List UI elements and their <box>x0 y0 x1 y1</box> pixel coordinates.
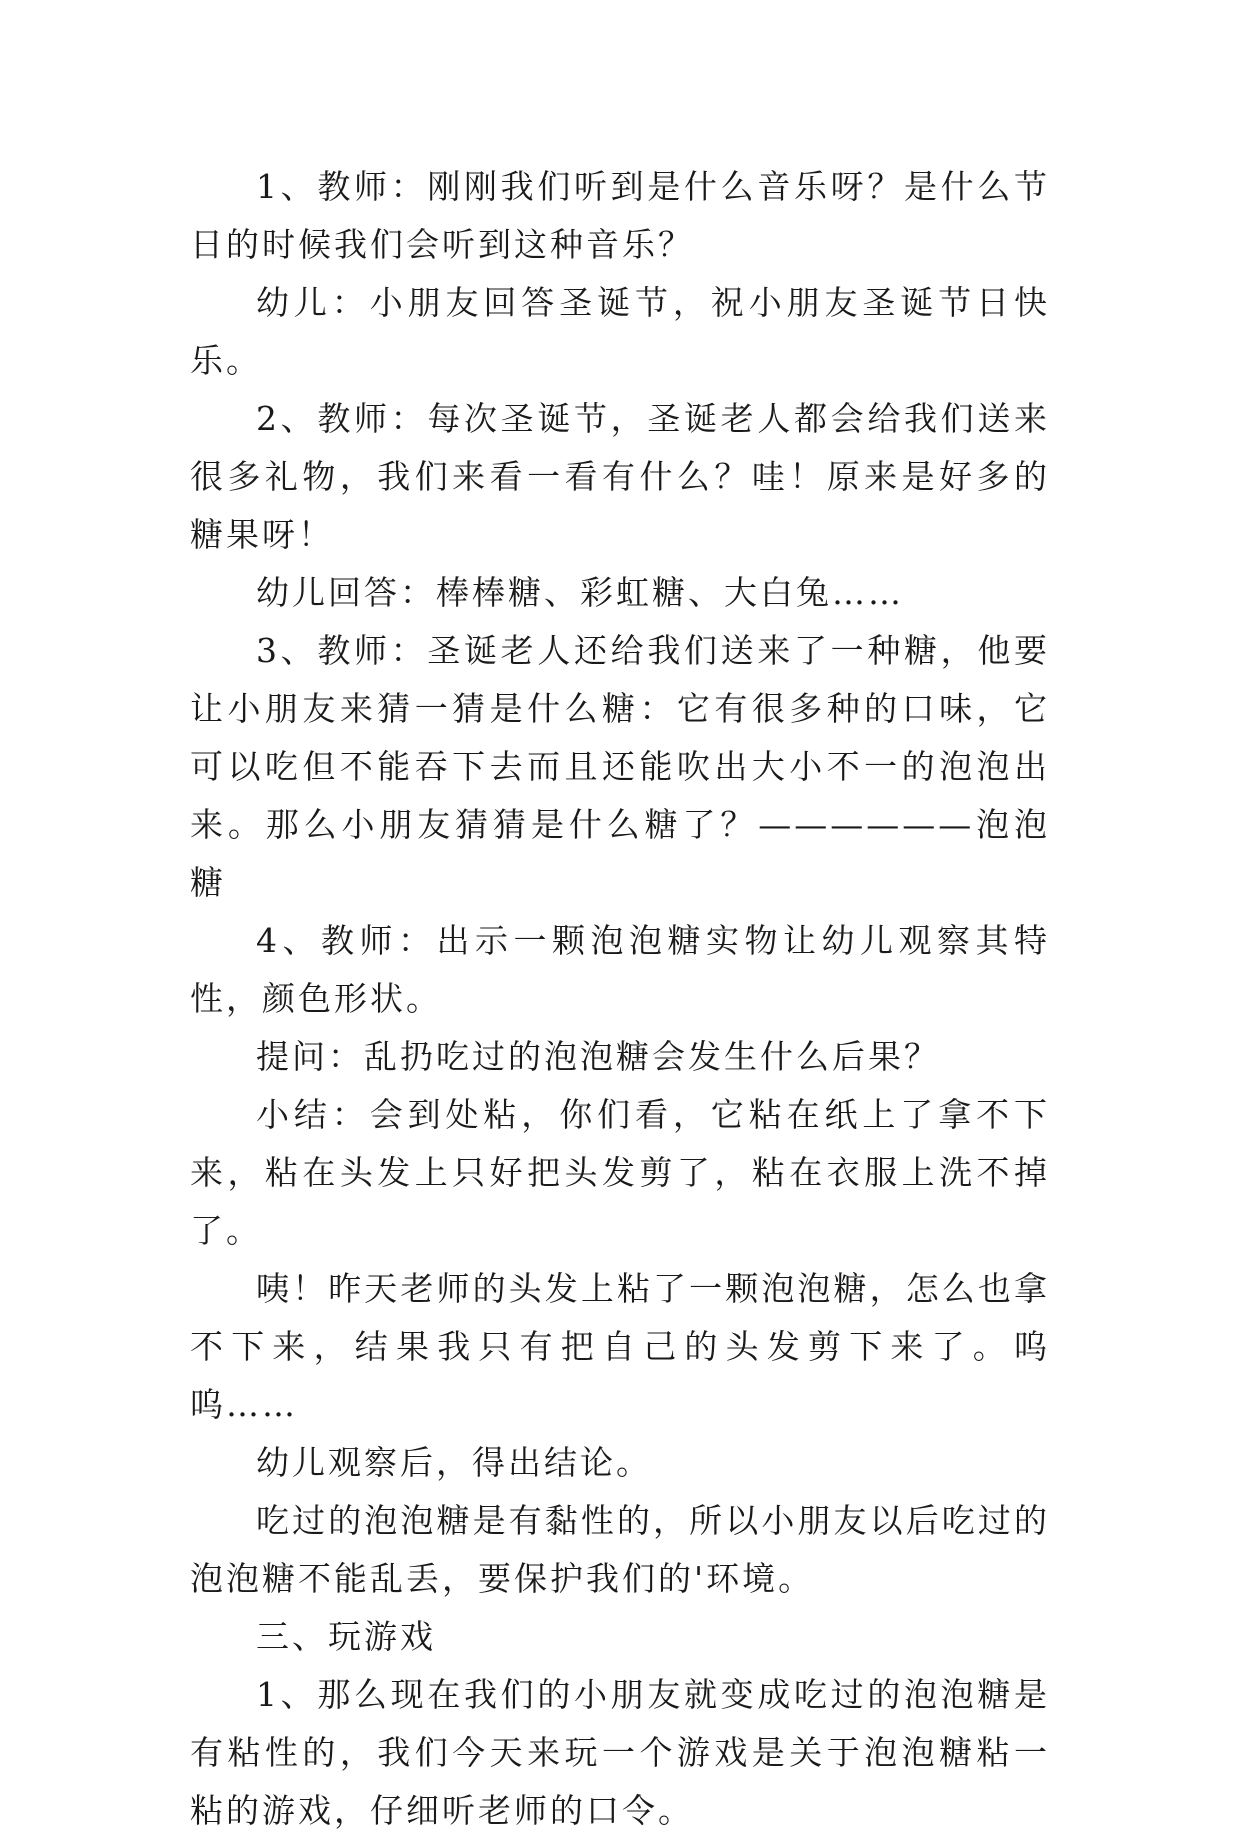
paragraph-child-answer-2: 幼儿回答：棒棒糖、彩虹糖、大白兔…… <box>256 573 904 612</box>
paragraph-conclusion: 吃过的泡泡糖是有黏性的，所以小朋友以后吃过的泡泡糖不能乱丢，要保护我们的'环境。 <box>190 1501 1050 1598</box>
paragraph-anecdote: 咦！昨天老师的头发上粘了一颗泡泡糖，怎么也拿不下来，结果我只有把自己的头发剪下来了。呜呜…… <box>190 1269 1050 1424</box>
document-body <box>190 158 1050 1840</box>
paragraph-child-answer-1: 幼儿：小朋友回答圣诞节，祝小朋友圣诞节日快乐。 <box>190 283 1050 380</box>
paragraph-observation: 幼儿观察后，得出结论。 <box>256 1443 652 1482</box>
paragraph-teacher-question-1: 1、教师：刚刚我们听到是什么音乐呀？是什么节日的时候我们会听到这种音乐？ <box>190 167 1050 264</box>
paragraph-question: 提问：乱扔吃过的泡泡糖会发生什么后果？ <box>256 1037 940 1076</box>
section-heading-game: 三、玩游戏 <box>256 1617 436 1656</box>
paragraph-teacher-step-4: 4、教师：出示一颗泡泡糖实物让幼儿观察其特性，颜色形状。 <box>190 921 1050 1018</box>
paragraph-summary: 小结：会到处粘，你们看，它粘在纸上了拿不下来，粘在头发上只好把头发剪了，粘在衣服上洗不掉了。 <box>190 1095 1050 1250</box>
paragraph-teacher-question-2: 2、教师：每次圣诞节，圣诞老人都会给我们送来很多礼物，我们来看一看有什么？哇！原来是好多的糖果呀！ <box>190 399 1050 554</box>
paragraph-teacher-question-3: 3、教师：圣诞老人还给我们送来了一种糖，他要让小朋友来猜一猜是什么糖：它有很多种的口味，它可以吃但不能吞下去而且还能吹出大小不一的泡泡出来。那么小朋友猜猜是什么糖了？——————泡泡糖 <box>190 631 1050 902</box>
paragraph-game-step-1: 1、那么现在我们的小朋友就变成吃过的泡泡糖是有粘性的，我们今天来玩一个游戏是关于泡泡糖粘一粘的游戏，仔细听老师的口令。 <box>190 1675 1050 1830</box>
